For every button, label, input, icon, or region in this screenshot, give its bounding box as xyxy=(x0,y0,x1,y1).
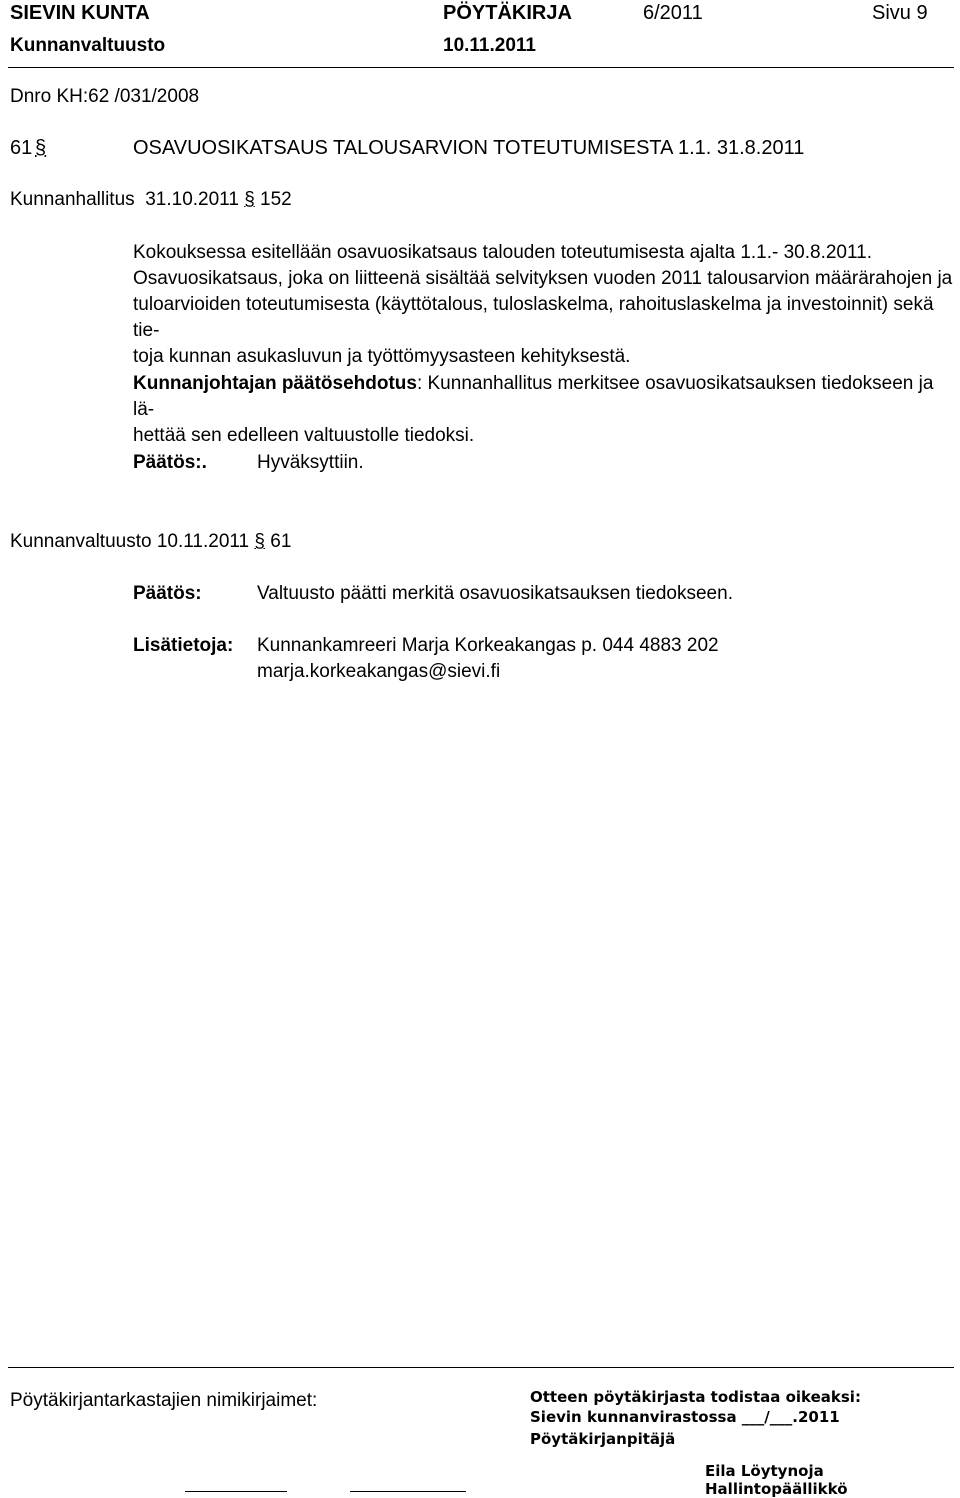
certification-office: Sievin kunnanvirastossa ___/___.2011 xyxy=(530,1408,840,1426)
kv-section-mark: § xyxy=(254,531,265,552)
header-divider xyxy=(8,67,954,68)
record-number: Dnro KH:62 /031/2008 xyxy=(10,86,200,107)
certification-text: Otteen pöytäkirjasta todistaa oikeaksi: xyxy=(530,1388,861,1406)
kv-label-prefix: Kunnanvaltuusto xyxy=(10,531,152,552)
meeting-body: Kunnanvaltuusto xyxy=(10,35,166,56)
kv-decision-value: Valtuusto päätti merkitä osavuosikatsauksen tiedokseen. xyxy=(257,583,733,604)
kv-label-number: 61 xyxy=(270,531,292,552)
kh-label-prefix: Kunnanhallitus xyxy=(10,189,135,210)
paragraph-line: toja kunnan asukasluvun ja työttömyysasteen kehityksestä. xyxy=(133,346,631,367)
section-title: OSAVUOSIKATSAUS TALOUSARVION TOTEUTUMISESTA 1.1. 31.8.2011 xyxy=(133,137,805,159)
proposal-paragraph xyxy=(133,371,953,449)
info-label: Lisätietoja: xyxy=(133,635,234,656)
signer-name: Eila Löytynoja xyxy=(705,1462,824,1480)
paragraph-line: hettää sen edelleen valtuustolle tiedoksi. xyxy=(133,425,475,446)
proposal-label: Kunnanjohtajan päätösehdotus xyxy=(133,373,417,394)
kunnanhallitus-reference xyxy=(10,189,292,211)
kh-label-number: 152 xyxy=(260,189,292,210)
municipality-name: SIEVIN KUNTA xyxy=(10,2,150,24)
document-type: PÖYTÄKIRJA xyxy=(443,2,572,24)
paragraph-line: Osavuosikatsaus, joka on liitteenä sisältää selvityksen vuoden 2011 talousarvion määrärahojen ja xyxy=(133,268,953,289)
paragraph-line: tuloarvioiden toteutumisesta (käyttötalous, tuloslaskelma, rahoituslaskelma ja investoinnit) sekä tie- xyxy=(133,294,934,341)
kunnanvaltuusto-reference xyxy=(10,531,291,553)
page-number: Sivu 9 xyxy=(872,2,928,24)
kh-label-date: 31.10.2011 xyxy=(145,189,239,210)
reviewer-initials-label: Pöytäkirjantarkastajien nimikirjaimet: xyxy=(10,1390,318,1411)
document-number: 6/2011 xyxy=(643,2,703,24)
signature-line xyxy=(185,1491,287,1492)
section-number: 61 xyxy=(10,137,33,159)
paragraph-line xyxy=(133,371,953,423)
meeting-date: 10.11.2011 xyxy=(443,35,536,56)
presentation-paragraph xyxy=(133,240,953,370)
paragraph-line: Kokouksessa esitellään osavuosikatsaus talouden toteutumisesta ajalta 1.1.- 30.8.2011. xyxy=(133,242,873,263)
kv-decision-label: Päätös: xyxy=(133,583,202,604)
kh-decision-value: Hyväksyttiin. xyxy=(257,452,364,473)
kh-section-mark: § xyxy=(244,189,255,210)
section-mark: § xyxy=(35,137,47,159)
proposal-text: : Kunnanhallitus merkitsee osavuosikatsauksen tiedokseen ja lä- xyxy=(133,373,934,420)
certifier-role: Pöytäkirjanpitäjä xyxy=(530,1430,676,1448)
kv-label-date: 10.11.2011 xyxy=(156,531,250,552)
kh-decision-label: Päätös:. xyxy=(133,452,207,473)
signature-line xyxy=(350,1491,466,1492)
info-contact: Kunnankamreeri Marja Korkeakangas p. 044 4883 202 xyxy=(257,635,719,656)
info-email: marja.korkeakangas@sievi.fi xyxy=(257,661,501,682)
signer-title: Hallintopäällikkö xyxy=(705,1480,848,1498)
footer-divider xyxy=(8,1367,954,1368)
